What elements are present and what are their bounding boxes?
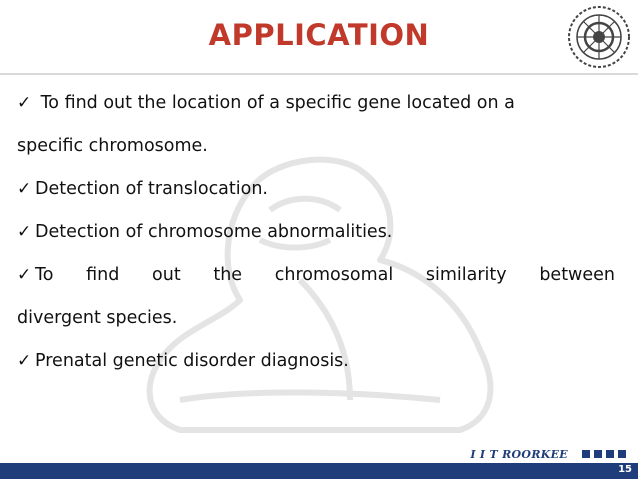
list-item bbox=[17, 93, 615, 114]
bullet-word: out bbox=[152, 265, 181, 285]
checkmark-icon: ✓ bbox=[17, 93, 32, 113]
list-item bbox=[17, 265, 615, 286]
bullet-continuation: divergent species. bbox=[17, 308, 178, 328]
footer-org-label: I I T ROORKEE bbox=[470, 448, 568, 461]
bullet-text: Detection of translocation. bbox=[35, 179, 268, 199]
footer-square-icon bbox=[582, 450, 590, 458]
list-item bbox=[17, 351, 349, 372]
title-divider bbox=[0, 73, 638, 75]
bullet-word: the bbox=[213, 265, 243, 285]
page-number: 15 bbox=[618, 464, 632, 475]
slide-title: APPLICATION bbox=[208, 18, 430, 52]
bullet-word: similarity bbox=[425, 265, 507, 285]
bullet-word: between bbox=[539, 265, 615, 285]
bullet-text: Prenatal genetic disorder diagnosis. bbox=[35, 351, 349, 371]
checkmark-icon: ✓ bbox=[17, 222, 32, 242]
bullet-continuation: specific chromosome. bbox=[17, 136, 208, 156]
bullet-word: find bbox=[86, 265, 120, 285]
footer-square-icon bbox=[606, 450, 614, 458]
list-item bbox=[17, 222, 392, 243]
bullet-word: chromosomal bbox=[274, 265, 394, 285]
iit-roorkee-logo-icon bbox=[566, 4, 632, 70]
bullet-first-word: ✓ To bbox=[17, 265, 54, 285]
footer-bar bbox=[0, 463, 638, 479]
list-item bbox=[17, 179, 268, 200]
footer-square-icon bbox=[594, 450, 602, 458]
checkmark-icon: ✓ bbox=[17, 351, 32, 371]
bullet-text: To find out the location of a specific gene located on a bbox=[40, 93, 515, 113]
checkmark-icon: ✓ bbox=[17, 265, 32, 285]
footer-square-icon bbox=[618, 450, 626, 458]
bullet-text: Detection of chromosome abnormalities. bbox=[35, 222, 393, 242]
checkmark-icon: ✓ bbox=[17, 179, 32, 199]
